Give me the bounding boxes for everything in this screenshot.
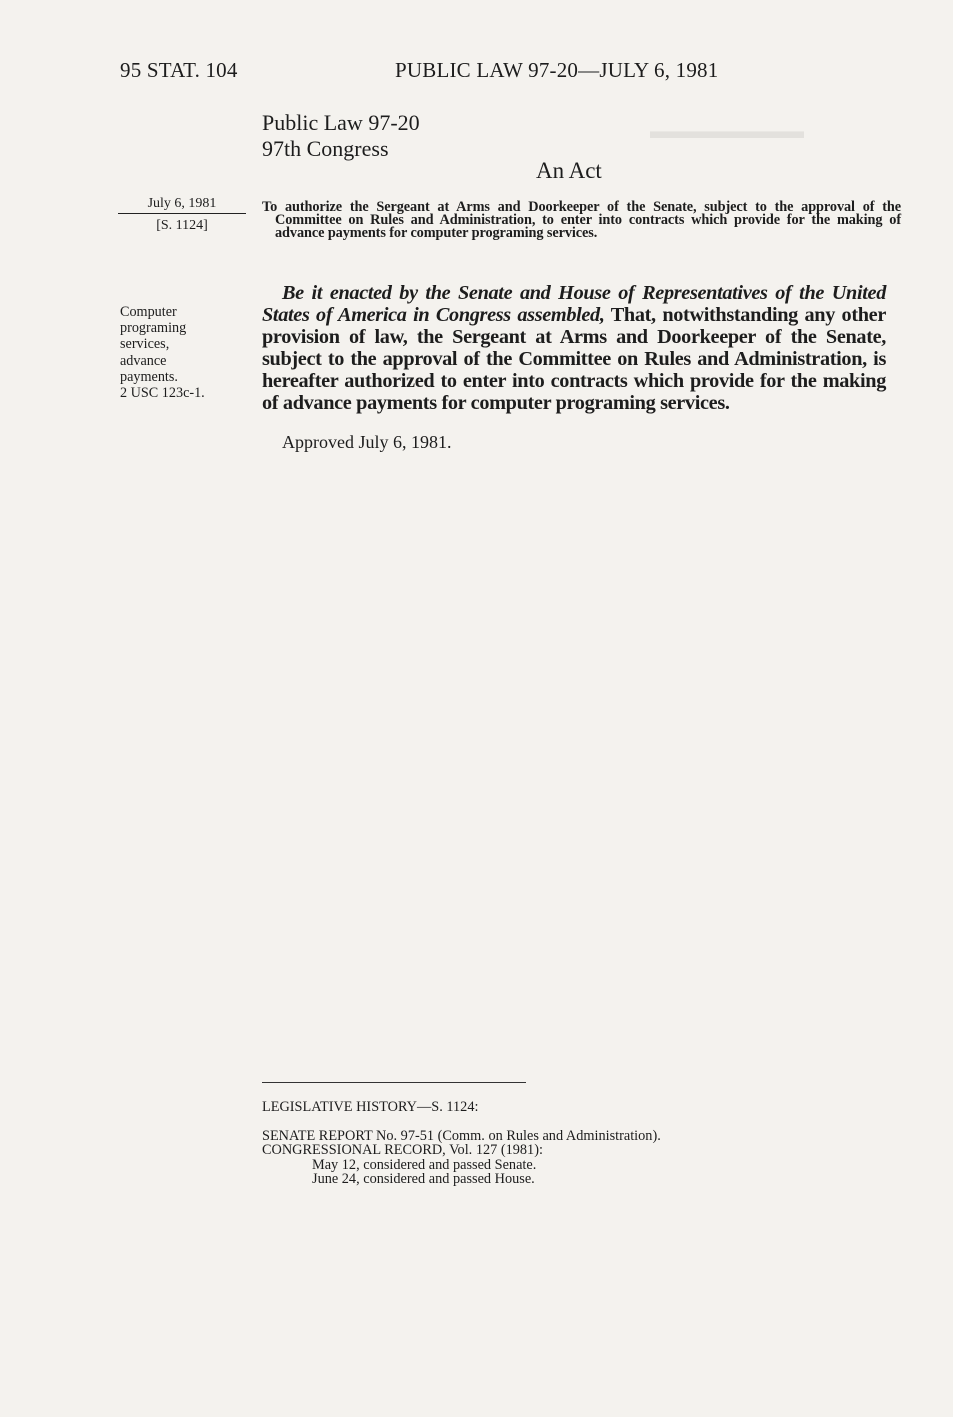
approval-line: Approved July 6, 1981. <box>282 432 452 452</box>
footnote-rule <box>262 1082 526 1083</box>
margin-note-line: payments. <box>120 368 178 385</box>
bill-number: [S. 1124] <box>156 218 208 233</box>
margin-note-line: Computer <box>120 304 177 320</box>
margin-note-line: 2 USC 123c-1. <box>120 385 205 402</box>
margin-note <box>120 304 230 401</box>
legislative-history <box>262 1100 661 1187</box>
law-header <box>262 110 420 162</box>
margin-note-line: services, <box>120 336 170 353</box>
public-law-number: Public Law 97-20 <box>262 110 420 135</box>
purpose-statement: To authorize the Sergeant at Arms and Doorkeeper of the Senate, subject to the approval of the Committee on Rules and Administration, to enter into contracts which provide for the making of advance payments for computer programing services. <box>262 199 901 241</box>
history-action: June 24, considered and passed House. <box>312 1171 535 1188</box>
enacting-text <box>262 282 886 414</box>
senate-report: SENATE REPORT No. 97-51 (Comm. on Rules and Administration). <box>262 1127 661 1144</box>
running-head-law: PUBLIC LAW 97-20—JULY 6, 1981 <box>395 58 719 82</box>
congressional-record: CONGRESSIONAL RECORD, Vol. 127 (1981): <box>262 1142 543 1159</box>
legislative-history-title: LEGISLATIVE HISTORY—S. 1124: <box>262 1099 479 1115</box>
act-title: An Act <box>536 158 602 183</box>
enacting-body: That, notwithstanding any other provision of law, the Sergeant at Arms and Doorkeeper of the Senate, subject to the approval of the Committee on Rules and Administration, is hereafter authorized to enter into contracts which provide for the making of advance payments for computer programing services. <box>262 304 886 414</box>
margin-note-line: advance <box>120 352 167 369</box>
enactment-date: July 6, 1981 <box>118 195 246 214</box>
margin-note-line: programing <box>120 320 187 337</box>
congress-number: 97th Congress <box>262 136 389 161</box>
stat-citation: 95 STAT. 104 <box>120 58 238 82</box>
enacting-clause: Be it enacted by the Senate and House of Representatives of the United States of America in Congress assembled, <box>262 282 886 326</box>
show-through-decoration: ▬▬▬▬▬▬▬ <box>650 118 804 143</box>
margin-date <box>118 195 246 234</box>
history-action: May 12, considered and passed Senate. <box>312 1156 537 1173</box>
